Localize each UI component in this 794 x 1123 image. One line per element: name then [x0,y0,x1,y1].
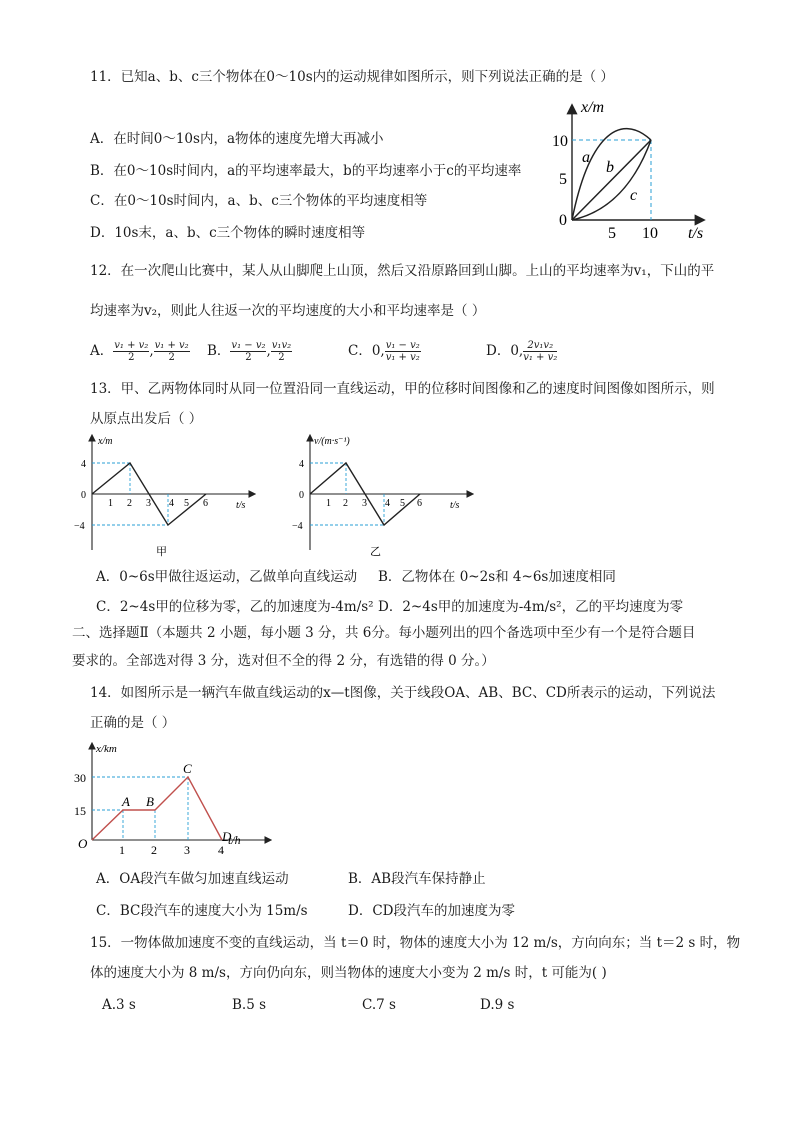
svg-text:4: 4 [169,498,174,509]
svg-text:1: 1 [108,498,113,509]
q11-xt-graph [548,100,718,245]
q12-line2: 均速率为v₂，则此人往返一次的平均速度的大小和平均速率是（ ） [90,303,486,319]
section2-line2: 要求的。全部选对得 3 分，选对但不全的得 2 分，有选错的得 0 分。） [72,653,495,669]
section2-line1: 二、选择题Ⅱ（本题共 2 小题，每小题 3 分，共 6分。每小题列出的四个备选项中至少有一个是符合题目 [72,625,696,641]
q14-line1: 14．如图所示是一辆汽车做直线运动的x—t图像，关于线段OA、AB、BC、CD所表示的运动，下列说法 [90,685,716,701]
q15-option-a: A.3 s [102,997,136,1013]
svg-text:3: 3 [184,843,190,857]
q14-option-c: C．BC段汽车的速度大小为 15m/s [96,903,308,919]
q11-ytick-10: 10 [552,133,568,150]
svg-text:4: 4 [218,843,224,857]
q11-option-a: A．在时间0～10s内，a物体的速度先增大再减小 [90,131,384,147]
svg-text:30: 30 [74,771,86,785]
svg-text:−4: −4 [292,521,303,532]
svg-text:2: 2 [343,498,348,509]
q15-option-d: D.9 s [480,997,515,1013]
svg-text:4: 4 [299,459,304,470]
q11-y-label: x/m [581,100,605,116]
q15-option-b: B.5 s [232,997,267,1013]
q12-option-a: A． $\frac{\text{v₁ + v₂}}{2}$ , $\frac{\text{v₁ + v₂}}{2}$ [90,339,189,363]
svg-text:A: A [122,794,130,809]
svg-text:D: D [222,829,232,844]
q11-xtick-5: 5 [608,225,616,242]
svg-text:C: C [183,761,192,776]
q13-option-b: B．乙物体在 0~2s和 4~6s加速度相同 [378,569,616,585]
q14-xt-graph [72,740,282,862]
q11-option-c: C．在0～10s时间内，a、b、c三个物体的平均速度相等 [90,193,428,209]
svg-text:x/km: x/km [96,743,117,755]
q12-option-c: C．0, $\frac{\text{v₁ − v₂}}{\text{v₁ + v₂}}$ [348,339,420,363]
q11-ytick-5: 5 [559,171,567,188]
svg-text:−4: −4 [74,521,85,532]
svg-text:6: 6 [203,498,208,509]
yi-caption: 乙 [370,546,381,558]
q11-option-b: B．在0～10s时间内，a的平均速率最大，b的平均速率小于c的平均速率 [90,163,522,179]
q13-graph-yi [290,432,480,562]
q13-option-c: C．2~4s甲的位移为零，乙的加速度为-4m/s² [96,599,374,615]
q15-option-c: C.7 s [362,997,396,1013]
svg-text:O: O [78,836,88,851]
svg-text:15: 15 [74,804,86,818]
q12-option-b: B． $\frac{\text{v₁ − v₂}}{2}$ , $\frac{\text{v₁v₂}}{2}$ [207,339,292,363]
q15-line1: 15．一物体做加速度不变的直线运动，当 t＝0 时，物体的速度大小为 12 m/s，方向向东；当 t＝2 s 时，物 [90,935,741,951]
svg-text:t/s: t/s [236,500,246,511]
svg-text:2: 2 [127,498,132,509]
q11-label-a: a [582,149,590,166]
q13-option-a: A．0~6s甲做往返运动，乙做单向直线运动 [96,569,358,585]
q11-xtick-10: 10 [642,225,658,242]
svg-text:6: 6 [417,498,422,509]
q14-line [92,777,222,840]
q12-option-d: D．0, $\frac{\text{2v₁v₂}}{\text{v₁ + v₂}}$ [486,339,558,363]
q11-ytick-0: 0 [559,212,567,229]
jia-caption: 甲 [156,546,167,558]
q14-option-b: B．AB段汽车保持静止 [348,871,486,887]
svg-text:3: 3 [362,498,367,509]
svg-text:t/h: t/h [228,833,241,847]
svg-text:1: 1 [119,843,125,857]
svg-text:B: B [146,794,154,809]
q14-option-d: D．CD段汽车的加速度为零 [348,903,515,919]
svg-text:0: 0 [81,490,86,501]
q13-option-d: D．2~4s甲的加速度为-4m/s²，乙的平均速度为零 [378,599,684,615]
q11-x-label: t/s [688,225,704,242]
q11-label-c: c [630,187,638,204]
q13-graph-jia [72,432,262,562]
q11-stem: 11．已知a、b、c三个物体在0～10s内的运动规律如图所示，则下列说法正确的是（ ） [90,69,614,85]
svg-text:5: 5 [184,498,189,509]
q11-label-b: b [606,159,614,176]
svg-text:x/m: x/m [98,436,113,447]
q11-option-d: D．10s末，a、b、c三个物体的瞬时速度相等 [90,225,366,241]
svg-text:3: 3 [146,498,151,509]
q13-line1: 13．甲、乙两物体同时从同一位置沿同一直线运动，甲的位移时间图像和乙的速度时间图像如图所示，则 [90,381,715,397]
svg-text:v/(m·s⁻¹): v/(m·s⁻¹) [314,436,350,447]
svg-text:0: 0 [299,490,304,501]
svg-text:1: 1 [326,498,331,509]
svg-text:2: 2 [151,843,157,857]
svg-text:4: 4 [385,498,390,509]
q14-option-a: A．OA段汽车做匀加速直线运动 [96,871,289,887]
q13-line2: 从原点出发后（ ） [90,411,203,427]
q12-line1: 12．在一次爬山比赛中，某人从山脚爬上山顶，然后又沿原路回到山脚。上山的平均速率为v₁，下山的平 [90,263,715,279]
svg-text:t/s: t/s [450,500,460,511]
svg-text:5: 5 [400,498,405,509]
q15-line2: 体的速度大小为 8 m/s，方向仍向东，则当物体的速度大小变为 2 m/s 时，t 可能为( ) [90,965,607,981]
svg-text:4: 4 [81,459,86,470]
q14-line2: 正确的是（ ） [90,715,176,731]
